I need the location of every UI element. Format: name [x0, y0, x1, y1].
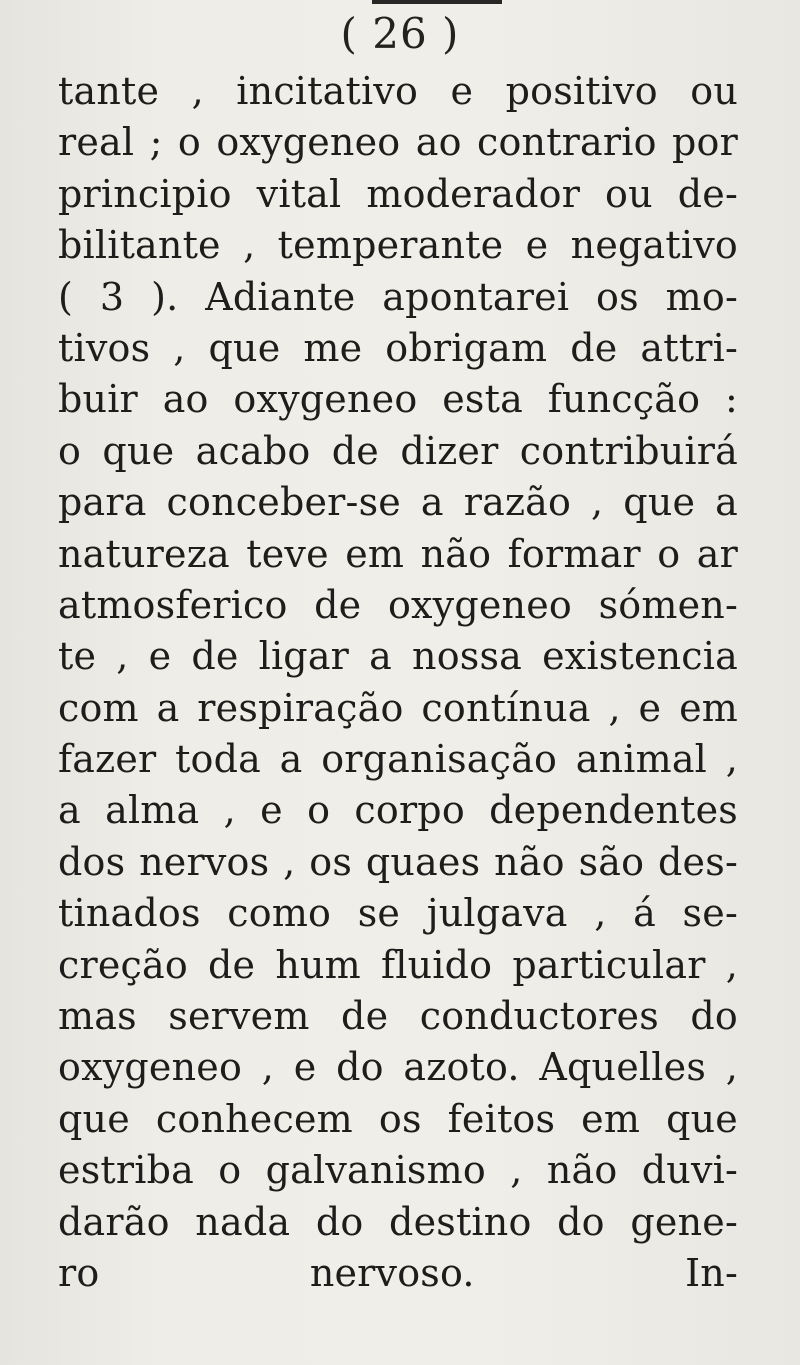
- text-line: dos nervos , os quaes não são des-: [58, 839, 738, 884]
- text-line: o que acabo de dizer contribuirá: [58, 428, 738, 473]
- text-line: tivos , que me obrigam de attri-: [58, 325, 738, 370]
- text-line: para conceber-se a razão , que a: [58, 480, 738, 525]
- text-line: ( 3 ). Adiante apontarei os mo-: [58, 274, 738, 319]
- text-line: a alma , e o corpo dependentes: [58, 788, 738, 833]
- text-line-catchword: ro nervoso. In-: [58, 1250, 738, 1295]
- text-line: principio vital moderador ou de-: [58, 171, 738, 216]
- text-line: buir ao oxygeneo esta funcção :: [58, 377, 738, 422]
- text-line: mas servem de conductores do: [58, 994, 738, 1039]
- text-line: darão nada do destino do gene-: [58, 1199, 738, 1244]
- text-line: atmosferico de oxygeneo sómen-: [58, 582, 738, 627]
- text-line: fazer toda a organisação animal ,: [58, 737, 738, 782]
- text-line: real ; o oxygeneo ao contrario por: [58, 120, 738, 165]
- page-number: ( 26 ): [340, 9, 460, 58]
- header-rule: [372, 0, 502, 4]
- text-line: te , e de ligar a nossa existencia: [58, 634, 738, 679]
- text-line: tante , incitativo e positivo ou: [58, 69, 738, 113]
- text-line: natureza teve em não formar o ar: [58, 531, 738, 576]
- text-line: estriba o galvanismo , não duvi-: [58, 1148, 738, 1193]
- text-line: tinados como se julgava , á se-: [58, 891, 738, 936]
- text-line: bilitante , temperante e negativo: [58, 223, 738, 268]
- text-line: que conhecem os feitos em que: [58, 1096, 738, 1141]
- text-line: oxygeneo , e do azoto. Aquelles ,: [58, 1045, 738, 1090]
- text-line: com a respiração contínua , e em: [58, 685, 738, 730]
- body-text: [58, 66, 738, 1299]
- text-line: creção de hum fluido particular ,: [58, 942, 738, 987]
